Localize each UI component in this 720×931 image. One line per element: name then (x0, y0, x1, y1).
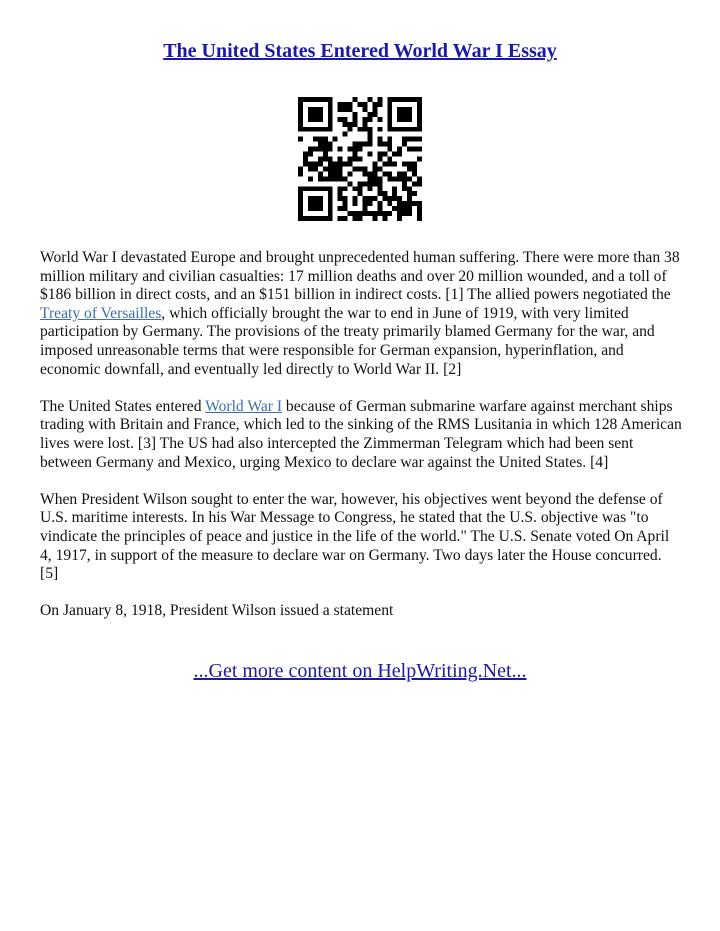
essay-body (40, 249, 682, 639)
paragraph-2-text-start: The United States entered (40, 397, 206, 415)
qr-code-icon (298, 97, 422, 221)
paragraph-2-text-end: because of German submarine warfare against merchant ships trading with Britain and France, which led to the sinking of the RMS Lusitania in which 128 American lives were lost. [3] The US had also intercepted the Zimmerman Telegram which had been sent between Germany and Mexico, urging Mexico to declare war against the United States. [4] (40, 397, 682, 471)
get-more-content-link[interactable]: ...Get more content on HelpWriting.Net... (193, 660, 527, 682)
essay-title[interactable]: The United States Entered World War I Essay (163, 40, 557, 62)
paragraph-1 (40, 249, 682, 379)
paragraph-2 (40, 398, 682, 472)
treaty-of-versailles-link[interactable]: Treaty of Versailles (40, 304, 162, 322)
paragraph-1-text-start: World War I devastated Europe and brought unprecedented human suffering. There were more than 38 million military and civilian casualties: 17 million deaths and over 20 million wounded, and a toll of $186 billion in direct costs, and an $151 billion in indirect costs. [1] The allied powers negotiated the (40, 249, 680, 304)
paragraph-3: When President Wilson sought to enter the war, however, his objectives went beyond the defense of U.S. maritime interests. In his War Message to Congress, he stated that the U.S. objective was "to vindicate the principles of peace and justice in the life of the world." The U.S. Senate voted On April 4, 1917, in support of the measure to declare war on Germany. Two days later the House concurred. [5] (40, 490, 670, 583)
paragraph-1-text-end: , which officially brought the war to end in June of 1919, with very limited participation by Germany. The provisions of the treaty primarily blamed Germany for the war, and imposed unreasonable terms that were responsible for German expansion, hyperinflation, and economic downfall, and eventually led directly to World War II. [2] (40, 304, 655, 378)
world-war-i-link[interactable]: World War I (205, 397, 283, 415)
paragraph-4: On January 8, 1918, President Wilson issued a statement (40, 602, 394, 620)
